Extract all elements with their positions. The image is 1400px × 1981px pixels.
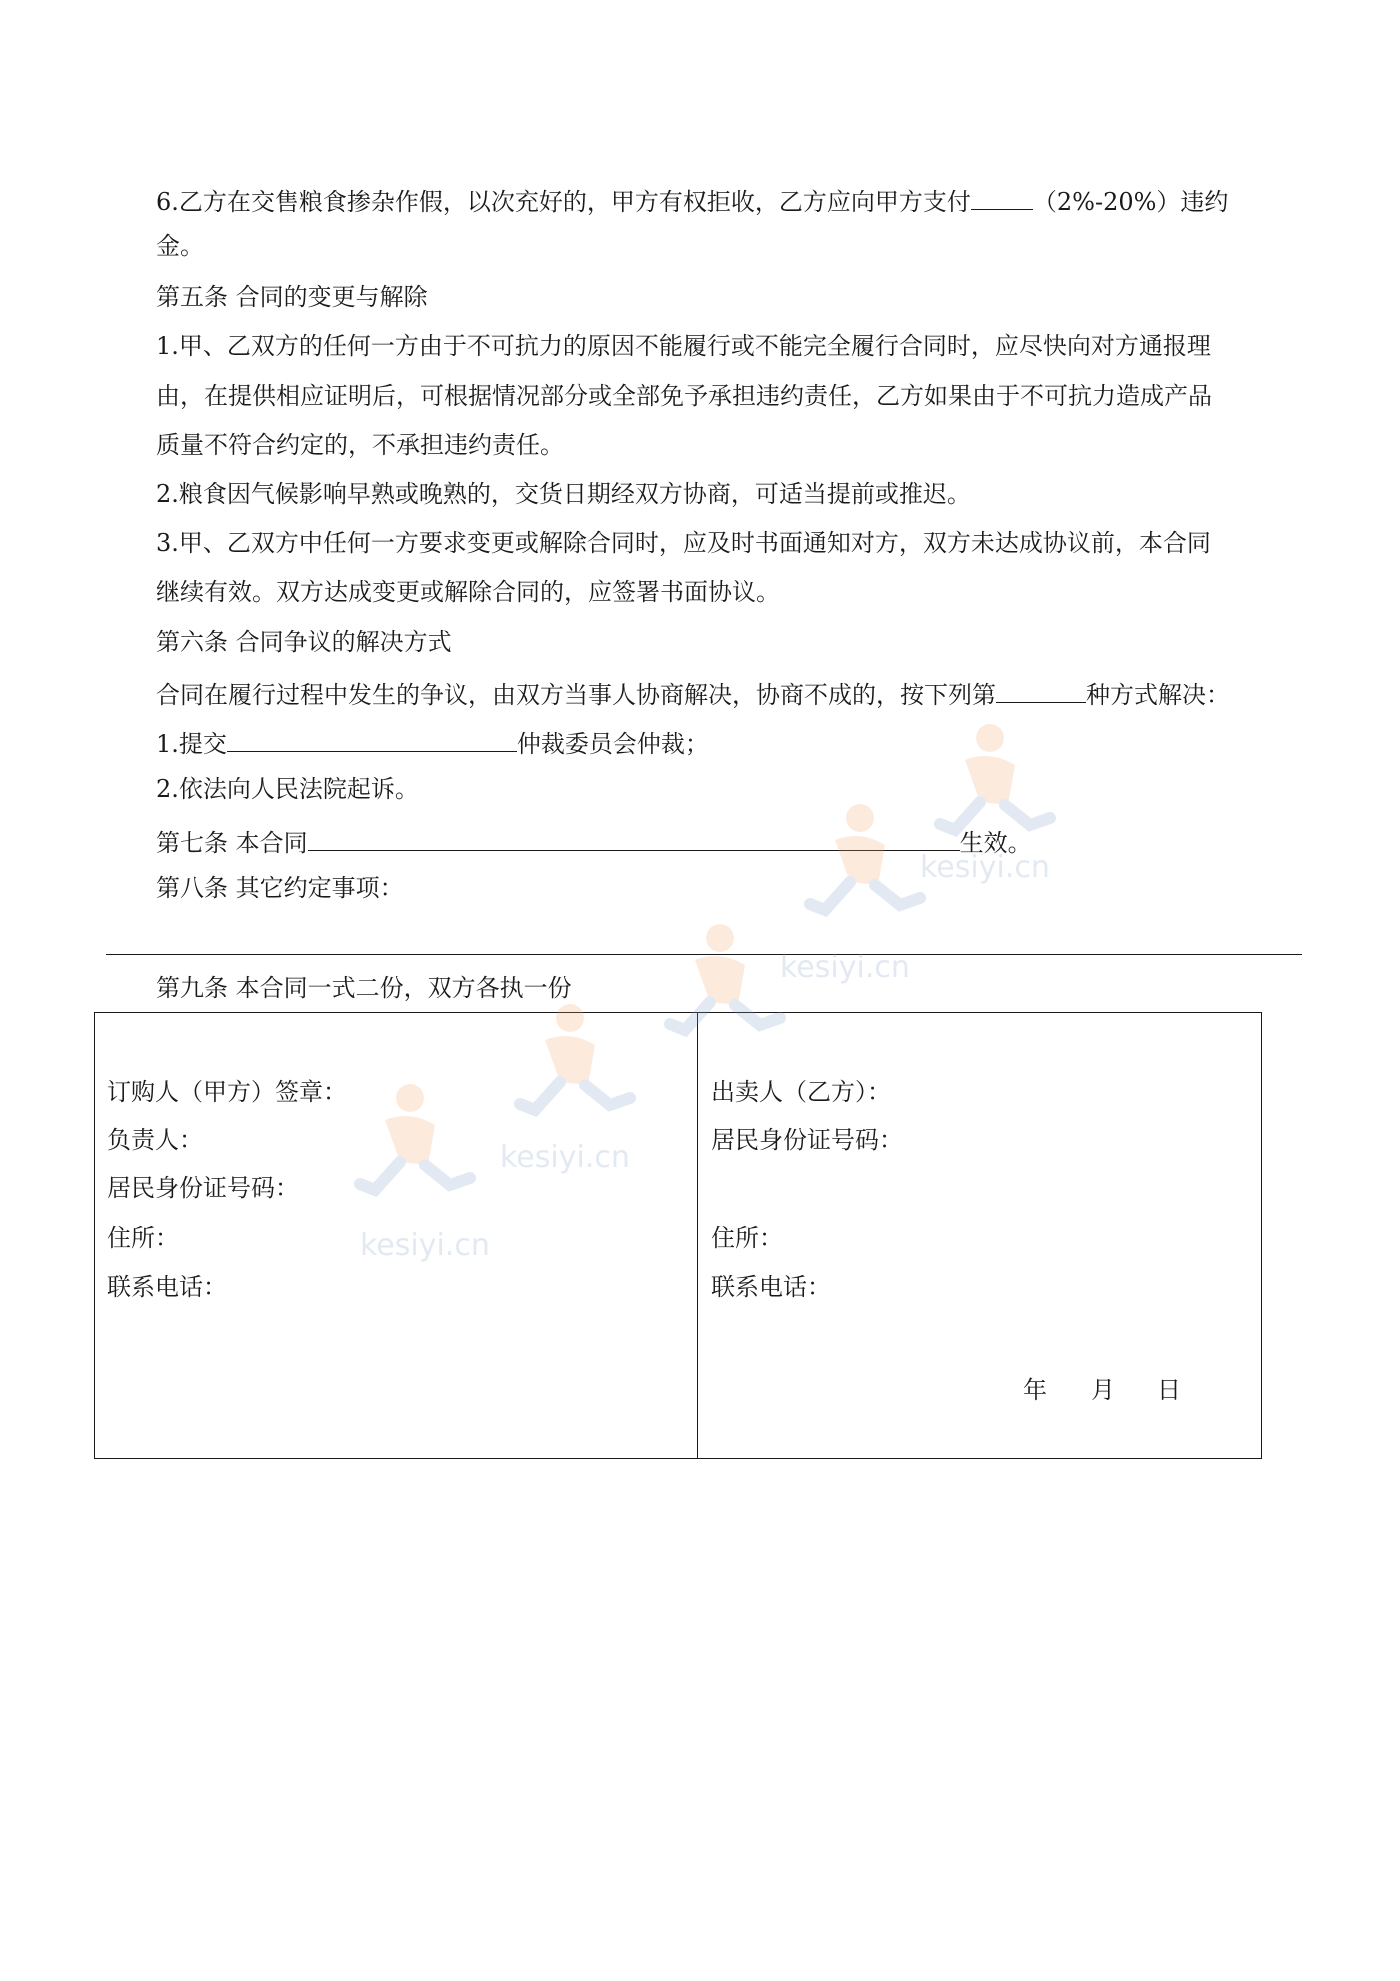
article-6-text-b: 种方式解决： xyxy=(1086,681,1230,709)
article-7-text-b: 生效。 xyxy=(959,829,1032,857)
clause-5-3-line-1: 3.甲、乙双方中任何一方要求变更或解除合同时，应及时书面通知对方，双方未达成协议前，本合同 xyxy=(156,529,1211,557)
seller-address-label: 住所： xyxy=(711,1224,783,1252)
penalty-amount-blank[interactable] xyxy=(971,183,1033,210)
seller-label: 出卖人（乙方）： xyxy=(711,1078,891,1106)
article-6-option-1 xyxy=(156,725,709,759)
article-6-option-2: 2.依法向人民法院起诉。 xyxy=(156,775,419,803)
watermark-text: kesiyi.cn xyxy=(920,850,1050,885)
article-7 xyxy=(156,824,1032,858)
buyer-principal-label: 负责人： xyxy=(107,1126,203,1154)
clause-5-3-line-2: 继续有效。双方达成变更或解除合同的，应签署书面协议。 xyxy=(156,578,780,606)
watermark-text: kesiyi.cn xyxy=(500,1140,630,1175)
clause-5-1-line-2: 由，在提供相应证明后，可根据情况部分或全部免予承担违约责任，乙方如果由于不可抗力造成产品 xyxy=(156,382,1212,410)
buyer-id-number-label: 居民身份证号码： xyxy=(107,1174,299,1202)
article-6-text-a: 合同在履行过程中发生的争议，由双方当事人协商解决，协商不成的，按下列第 xyxy=(156,681,996,709)
watermark-text: kesiyi.cn xyxy=(780,950,910,985)
clause-4-6-line-1 xyxy=(156,183,1228,217)
dispute-method-blank[interactable] xyxy=(996,676,1086,703)
effective-condition-blank[interactable] xyxy=(308,824,960,851)
date-day-label: 日 xyxy=(1157,1376,1181,1404)
signature-table xyxy=(94,1012,1262,1459)
buyer-address-label: 住所： xyxy=(107,1224,179,1252)
seller-id-number-label: 居民身份证号码： xyxy=(711,1126,903,1154)
article-9: 第九条 本合同一式二份，双方各执一份 xyxy=(156,974,572,1002)
option-1-text-a: 1.提交 xyxy=(156,730,227,758)
article-6-text xyxy=(156,676,1230,710)
seller-phone-label: 联系电话： xyxy=(711,1273,831,1301)
clause-5-1-line-3: 质量不符合约定的，不承担违约责任。 xyxy=(156,431,564,459)
signature-table-divider xyxy=(697,1013,698,1458)
watermark-text: kesiyi.cn xyxy=(360,1228,490,1263)
article-8: 第八条 其它约定事项： xyxy=(156,874,404,902)
article-7-text-a: 第七条 本合同 xyxy=(156,829,308,857)
clause-4-6-text-b: （2%-20%）违约 xyxy=(1032,188,1229,216)
buyer-signature-label: 订购人（甲方）签章： xyxy=(107,1078,347,1106)
arbitration-committee-blank[interactable] xyxy=(227,725,517,752)
other-terms-rule xyxy=(106,954,1302,955)
date-year-label: 年 xyxy=(1023,1376,1047,1404)
clause-4-6-text-a: 6.乙方在交售粮食掺杂作假，以次充好的，甲方有权拒收，乙方应向甲方支付 xyxy=(156,188,971,216)
date-month-label: 月 xyxy=(1091,1376,1115,1404)
clause-4-6-line-2: 金。 xyxy=(156,232,204,260)
option-1-text-b: 仲裁委员会仲裁； xyxy=(516,730,709,758)
clause-5-1-line-1: 1.甲、乙双方的任何一方由于不可抗力的原因不能履行或不能完全履行合同时，应尽快向对方通报理 xyxy=(156,332,1211,360)
clause-5-2: 2.粮食因气候影响早熟或晚熟的，交货日期经双方协商，可适当提前或推迟。 xyxy=(156,480,971,508)
running-person-icon xyxy=(790,800,940,930)
article-5-title: 第五条 合同的变更与解除 xyxy=(156,283,428,311)
buyer-phone-label: 联系电话： xyxy=(107,1273,227,1301)
article-6-title: 第六条 合同争议的解决方式 xyxy=(156,628,452,656)
